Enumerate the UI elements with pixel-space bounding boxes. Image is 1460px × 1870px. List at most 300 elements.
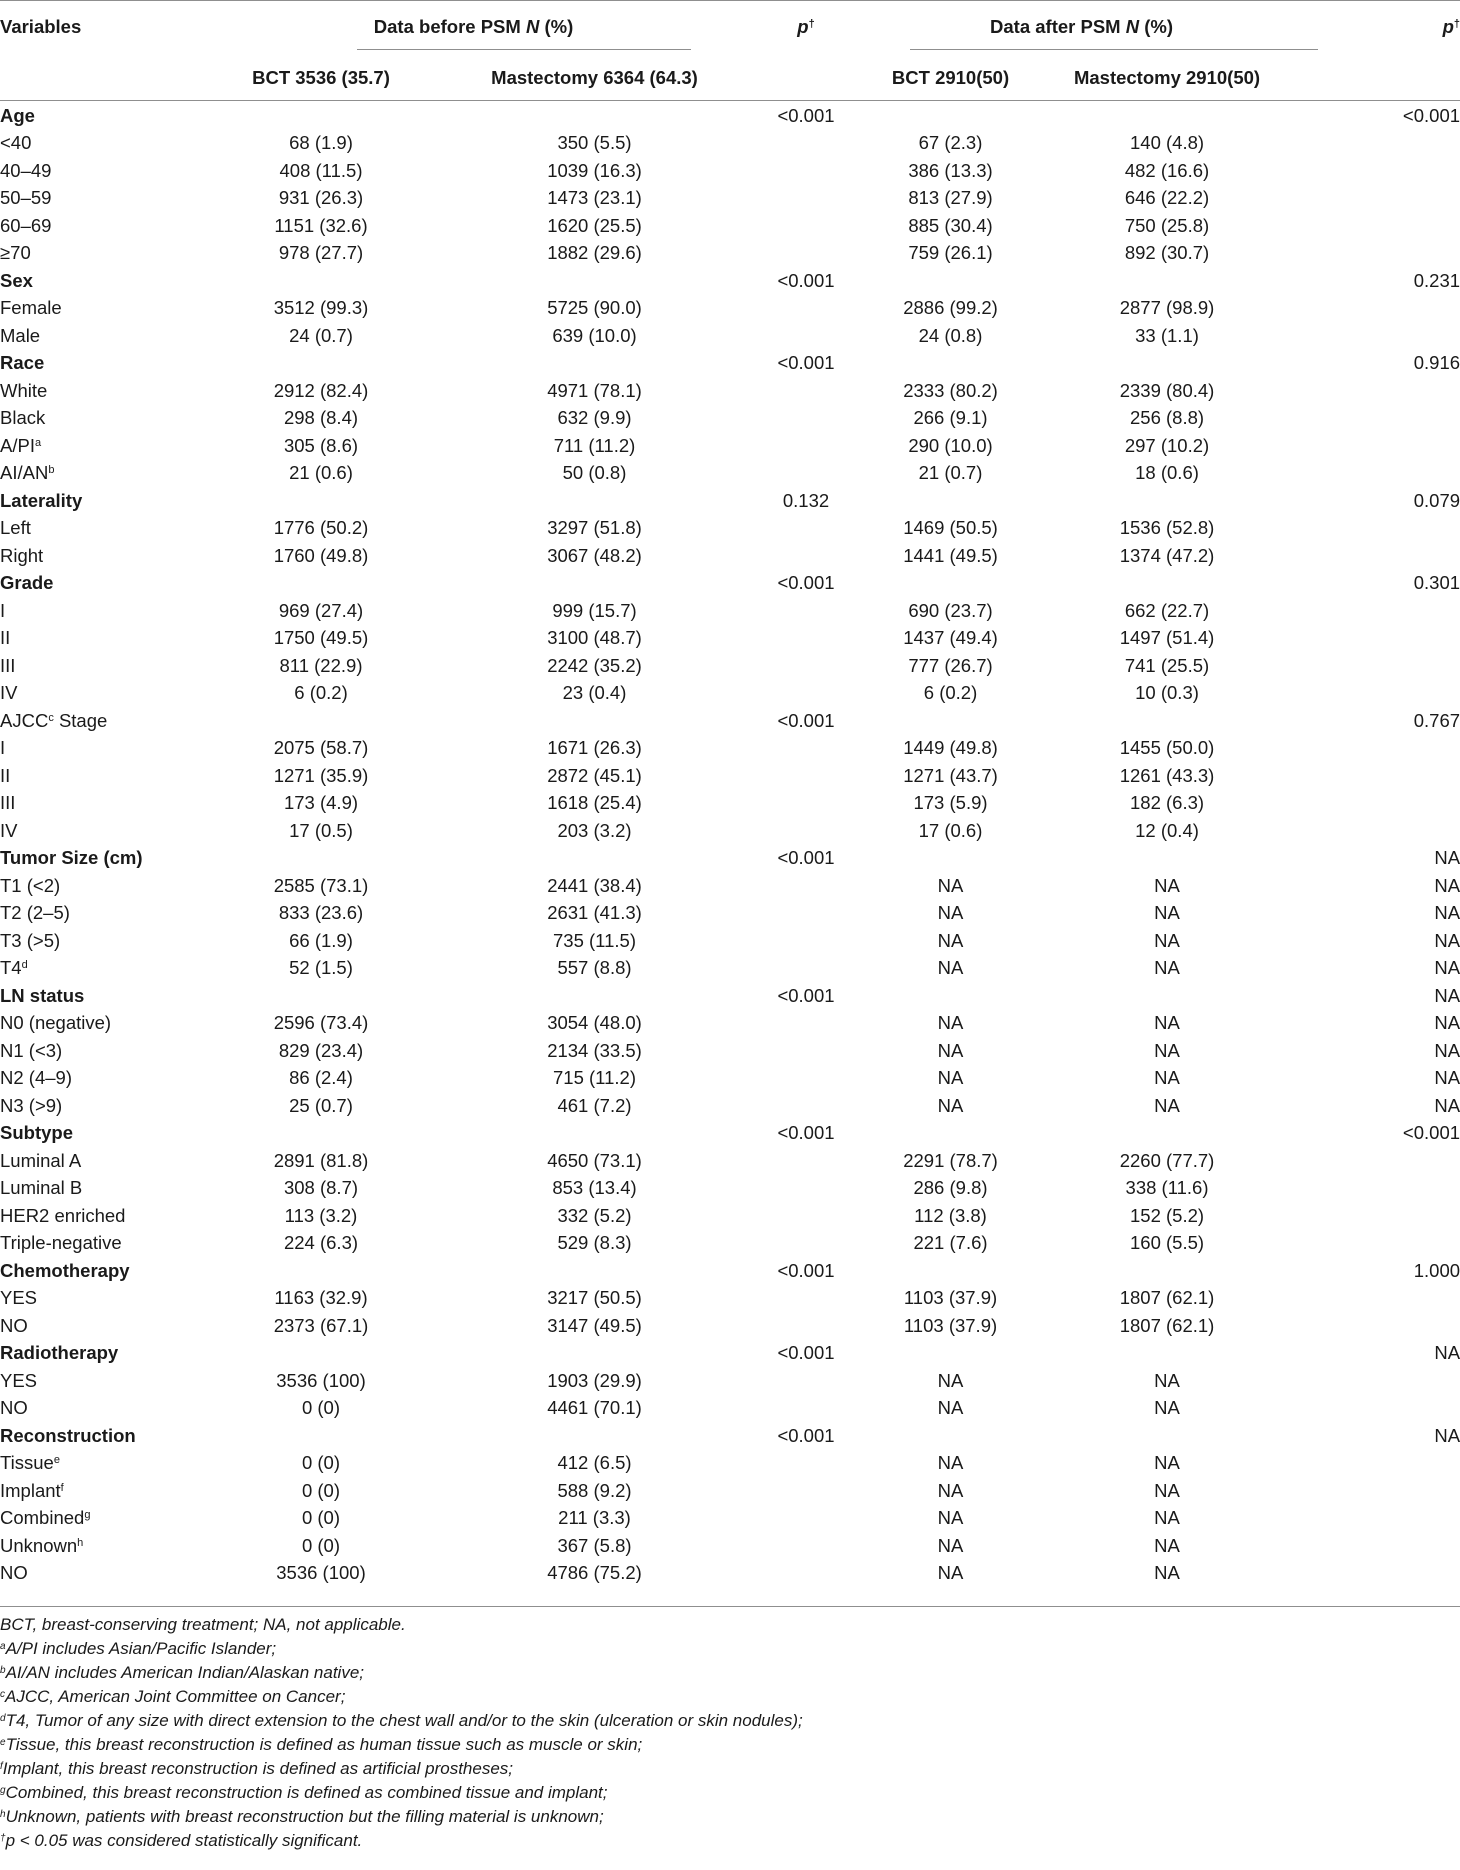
variable-cell (0, 652, 200, 680)
variable-label-suffix: Stage (53, 709, 108, 731)
bct-after-cell (865, 1422, 1036, 1450)
variable-cell (0, 295, 200, 323)
mastectomy-before-cell: 4971 (78.1) (547, 379, 642, 401)
bct-after-cell: 112 (3.8) (914, 1204, 987, 1226)
table-row (0, 982, 1460, 1010)
bct-before-cell: 52 (1.5) (289, 957, 353, 979)
mastectomy-before-cell: 3054 (48.0) (547, 1012, 642, 1034)
table-row (0, 762, 1460, 790)
mastectomy-after-cell (1036, 487, 1298, 515)
footnote-marker: d (21, 959, 28, 972)
bct-before-cell (200, 1120, 442, 1148)
table-row (0, 735, 1460, 763)
mastectomy-before-cell: 715 (11.2) (553, 1067, 636, 1089)
bct-after-cell: 1469 (50.5) (903, 517, 998, 539)
table-row (0, 1477, 1460, 1505)
table-row (0, 900, 1460, 928)
footnote-line (0, 1805, 1460, 1829)
p-after-cell: NA (1434, 1012, 1460, 1034)
p-before-cell (747, 1560, 865, 1588)
variable-label: A/PI (0, 434, 35, 456)
mastectomy-before-cell: 2134 (33.5) (547, 1039, 642, 1061)
mastectomy-after-cell: NA (1154, 874, 1180, 896)
p-before-cell (747, 817, 865, 845)
bct-before-cell: 21 (0.6) (289, 462, 353, 484)
variable-cell (0, 790, 200, 818)
table-row (0, 405, 1460, 433)
table-row (0, 1560, 1460, 1588)
variable-label: Radiotherapy (0, 1342, 119, 1364)
variable-cell (0, 1450, 200, 1478)
variable-cell (0, 240, 200, 268)
bct-before-cell: 113 (3.2) (284, 1204, 358, 1226)
p-after-cell (1298, 322, 1460, 350)
mastectomy-before-cell (442, 1422, 747, 1450)
mastectomy-before-cell (442, 487, 747, 515)
footnote-text: T4, Tumor of any size with direct extension to the chest wall and/or to the skin (ulceration or skin nodules); (5, 1711, 803, 1730)
mastectomy-after-cell: 1536 (52.8) (1119, 517, 1215, 539)
p-before-cell (747, 157, 865, 185)
p-before-cell (747, 405, 865, 433)
bct-after-cell (865, 1340, 1036, 1368)
variable-cell (0, 1505, 200, 1533)
table-row (0, 1312, 1460, 1340)
mastectomy-before-cell (442, 267, 747, 295)
footnote-marker: a (0, 1641, 6, 1652)
mastectomy-before-cell: 1618 (25.4) (547, 792, 642, 814)
p-after-cell (1298, 1175, 1460, 1203)
p-after-cell (1298, 1147, 1460, 1175)
p-after-cell (1298, 1505, 1460, 1533)
bct-after-cell: NA (937, 1397, 964, 1419)
p-before-cell (747, 322, 865, 350)
after-psm-n: N (1125, 16, 1140, 37)
table-row (0, 927, 1460, 955)
footnote-line (0, 1781, 1460, 1805)
mastectomy-after-cell (1036, 707, 1298, 735)
mastectomy-after-cell: NA (1154, 1479, 1180, 1501)
variable-label: Laterality (0, 489, 83, 511)
variable-label: Race (0, 352, 45, 374)
mastectomy-before-cell (442, 1257, 747, 1285)
p-after-cell (1298, 1285, 1460, 1313)
p-after-cell (1298, 542, 1460, 570)
mastectomy-after-cell: 160 (5.5) (1130, 1232, 1205, 1254)
p-after-cell (1298, 1312, 1460, 1340)
p-before-cell: 0.132 (782, 489, 830, 511)
mastectomy-before-cell: 1671 (26.3) (547, 737, 642, 759)
bct-before-cell (200, 845, 442, 873)
before-psm-n: N (525, 16, 540, 37)
p-after-cell (1298, 295, 1460, 323)
bct-before-cell: 1750 (49.5) (273, 627, 369, 649)
p-after-cell (1298, 185, 1460, 213)
bct-after-cell (865, 102, 1036, 130)
footnote-text: Tissue, this breast reconstruction is defined as human tissue such as muscle or skin; (5, 1735, 643, 1754)
mastectomy-after-cell: NA (1154, 1507, 1180, 1529)
variable-label: N2 (4–9) (0, 1067, 72, 1089)
p-before-cell (747, 762, 865, 790)
bct-after-cell: 266 (9.1) (913, 407, 988, 429)
mastectomy-after-cell: 1261 (43.3) (1119, 764, 1215, 786)
p-after-cell: NA (1434, 1342, 1460, 1364)
p-before-cell (747, 1230, 865, 1258)
table-row (0, 1065, 1460, 1093)
variable-label: 60–69 (0, 214, 52, 236)
mastectomy-after-cell: NA (1154, 902, 1180, 924)
p-after-cell (1298, 762, 1460, 790)
bct-before-cell: 931 (26.3) (278, 187, 364, 209)
bct-after-cell: 777 (26.7) (908, 654, 993, 676)
bct-after-cell (865, 267, 1036, 295)
variable-label: Female (0, 297, 62, 319)
mastectomy-after-cell: NA (1154, 1452, 1180, 1474)
table-row (0, 1120, 1460, 1148)
mastectomy-after-cell: NA (1154, 1012, 1180, 1034)
table-body (0, 102, 1460, 1587)
bct-before-cell (200, 1257, 442, 1285)
mastectomy-after-cell: 741 (25.5) (1124, 654, 1210, 676)
variable-cell (0, 267, 200, 295)
variable-label: LN status (0, 984, 85, 1006)
mastectomy-after-cell (1036, 1340, 1298, 1368)
variable-cell (0, 735, 200, 763)
p-before-cell (747, 790, 865, 818)
bct-before-cell: 2596 (73.4) (273, 1012, 369, 1034)
bct-after-cell: NA (937, 1094, 964, 1116)
mastectomy-before-cell: 4461 (70.1) (547, 1397, 642, 1419)
mastectomy-after-cell: 2877 (98.9) (1119, 297, 1215, 319)
variable-cell (0, 680, 200, 708)
mastectomy-before-cell: 3297 (51.8) (547, 517, 642, 539)
mastectomy-before-cell: 1882 (29.6) (547, 242, 642, 264)
footnote-marker: h (77, 1536, 84, 1549)
mastectomy-after-cell: 10 (0.3) (1135, 682, 1199, 704)
bct-after-cell: 1449 (49.8) (903, 737, 998, 759)
bct-before-cell (200, 1422, 442, 1450)
variable-cell (0, 1422, 200, 1450)
bct-before-cell: 978 (27.7) (278, 242, 364, 264)
variable-label: Luminal B (0, 1177, 83, 1199)
p-before-header (747, 0, 865, 54)
footnote-line (0, 1637, 1460, 1661)
mastectomy-after-cell: NA (1154, 1067, 1180, 1089)
bct-after-cell: NA (937, 1479, 964, 1501)
mastectomy-before-cell: 529 (8.3) (557, 1232, 632, 1254)
mastectomy-after-cell: 12 (0.4) (1135, 819, 1199, 841)
mastectomy-before-cell: 461 (7.2) (557, 1094, 632, 1116)
mastectomy-before-cell: 23 (0.4) (562, 682, 627, 704)
variable-label: NO (0, 1314, 28, 1336)
mastectomy-before-cell (442, 1340, 747, 1368)
bct-before-cell (200, 982, 442, 1010)
mastectomy-after-cell (1036, 570, 1298, 598)
bct-before-cell: 17 (0.5) (289, 819, 353, 841)
variable-label: Black (0, 407, 46, 429)
variable-cell (0, 1532, 200, 1560)
footnote-marker: h (0, 1809, 6, 1820)
empty-header-cell (1298, 54, 1460, 102)
p-after-cell: NA (1434, 847, 1460, 869)
mastectomy-after-cell: 152 (5.2) (1130, 1204, 1205, 1226)
bct-before-cell: 0 (0) (301, 1479, 341, 1501)
bct-after-cell: 885 (30.4) (908, 214, 993, 236)
mastectomy-after-cell: NA (1154, 929, 1180, 951)
variable-label: 50–59 (0, 187, 52, 209)
variable-label: III (0, 654, 16, 676)
bct-before-cell: 24 (0.7) (289, 324, 353, 346)
p-after-cell (1298, 515, 1460, 543)
bct-before-cell: 1163 (32.9) (274, 1287, 368, 1309)
p-after-cell (1298, 405, 1460, 433)
bct-before-cell: 173 (4.9) (283, 792, 359, 814)
mastectomy-after-cell (1036, 982, 1298, 1010)
mastectomy-after-cell: 646 (22.2) (1124, 187, 1210, 209)
variable-cell (0, 762, 200, 790)
p-before-cell (747, 1285, 865, 1313)
dagger-mark: † (808, 18, 815, 30)
variable-cell (0, 927, 200, 955)
bct-after-cell: NA (937, 1562, 964, 1584)
footnote-marker: e (0, 1737, 6, 1748)
mastectomy-before-cell: 50 (0.8) (562, 462, 627, 484)
variable-label: NO (0, 1562, 28, 1584)
p-after-cell (1298, 1450, 1460, 1478)
p-after-cell: 0.301 (1413, 572, 1460, 594)
p-before-cell (747, 900, 865, 928)
table-row (0, 1230, 1460, 1258)
bct-before-cell: 1271 (35.9) (273, 764, 369, 786)
p-after-cell: 0.767 (1413, 709, 1460, 731)
bct-before-cell: 2075 (58.7) (273, 737, 369, 759)
variable-cell (0, 542, 200, 570)
table-row (0, 1092, 1460, 1120)
variable-cell (0, 1010, 200, 1038)
mastectomy-after-cell: 2339 (80.4) (1119, 379, 1215, 401)
variable-cell (0, 185, 200, 213)
variable-label: 40–49 (0, 159, 52, 181)
table-row (0, 817, 1460, 845)
table-row (0, 955, 1460, 983)
bct-after-cell (865, 845, 1036, 873)
p-before-cell (747, 1092, 865, 1120)
table-row (0, 570, 1460, 598)
mastectomy-before-cell: 639 (10.0) (552, 324, 637, 346)
mastectomy-after-cell (1036, 350, 1298, 378)
bct-after-cell: 1271 (43.7) (903, 764, 998, 786)
variable-cell (0, 1340, 200, 1368)
variable-label: Age (0, 104, 35, 126)
mastectomy-before-cell: 3100 (48.7) (547, 627, 642, 649)
p-symbol: p (1442, 16, 1454, 37)
p-before-cell (747, 1312, 865, 1340)
p-before-cell (747, 735, 865, 763)
dagger-mark: † (1453, 18, 1460, 30)
table-row (0, 625, 1460, 653)
mastectomy-before-header: Mastectomy 6364 (64.3) (491, 67, 698, 88)
bct-before-cell (200, 707, 442, 735)
variable-label: N0 (negative) (0, 1012, 112, 1034)
footnote-text: BCT, breast-conserving treatment; NA, not applicable. (0, 1615, 406, 1634)
p-before-cell: <0.001 (777, 1259, 835, 1281)
table-row (0, 1175, 1460, 1203)
p-after-cell (1298, 212, 1460, 240)
p-before-cell (747, 1010, 865, 1038)
p-before-cell (747, 927, 865, 955)
mastectomy-after-cell: 662 (22.7) (1124, 599, 1210, 621)
mastectomy-before-cell: 2872 (45.1) (547, 764, 642, 786)
mastectomy-before-cell: 4650 (73.1) (547, 1149, 642, 1171)
variables-header: Variables (0, 16, 82, 37)
variable-cell (0, 900, 200, 928)
bct-after-cell (865, 707, 1036, 735)
p-before-cell (747, 1477, 865, 1505)
footnote-text: AI/AN includes American Indian/Alaskan native; (5, 1663, 365, 1682)
bct-after-cell: NA (937, 874, 964, 896)
mastectomy-after-cell: NA (1154, 1562, 1180, 1584)
bct-before-cell: 6 (0.2) (294, 682, 348, 704)
mastectomy-before-cell: 4786 (75.2) (547, 1562, 642, 1584)
before-psm-pct: (%) (544, 16, 574, 37)
p-after-cell: NA (1434, 874, 1460, 896)
bct-after-cell (865, 350, 1036, 378)
p-symbol: p (797, 16, 809, 37)
bct-after-cell: NA (937, 957, 964, 979)
p-before-cell (747, 1037, 865, 1065)
p-after-cell (1298, 735, 1460, 763)
bct-before-cell: 408 (11.5) (279, 159, 363, 181)
table-row (0, 1532, 1460, 1560)
variable-cell (0, 1175, 200, 1203)
bct-before-cell: 86 (2.4) (289, 1067, 353, 1089)
bct-after-cell: 24 (0.8) (918, 324, 983, 346)
p-before-cell: <0.001 (777, 352, 835, 374)
footnote-text: Implant, this breast reconstruction is defined as artificial prostheses; (2, 1759, 514, 1778)
p-before-cell (747, 1367, 865, 1395)
p-before-cell: <0.001 (777, 572, 835, 594)
variable-cell (0, 597, 200, 625)
variable-label: T1 (<2) (0, 874, 61, 896)
p-after-cell: 1.000 (1413, 1259, 1460, 1281)
p-after-cell: NA (1434, 1039, 1460, 1061)
footnote-marker: c (48, 711, 54, 724)
variable-cell (0, 982, 200, 1010)
p-after-cell (1298, 1367, 1460, 1395)
mastectomy-before-cell: 5725 (90.0) (547, 297, 642, 319)
variable-cell (0, 955, 200, 983)
bct-after-cell: 759 (26.1) (908, 242, 993, 264)
variable-cell (0, 102, 200, 130)
bct-after-cell: 1441 (49.5) (903, 544, 998, 566)
bct-before-cell: 305 (8.6) (283, 434, 359, 456)
bct-before-cell: 224 (6.3) (283, 1232, 359, 1254)
table-row (0, 487, 1460, 515)
bct-before-cell (200, 350, 442, 378)
mastectomy-before-cell: 367 (5.8) (557, 1534, 632, 1556)
p-after-cell (1298, 377, 1460, 405)
mastectomy-before-cell: 853 (13.4) (552, 1177, 637, 1199)
table-row (0, 515, 1460, 543)
mastectomy-after-cell: 182 (6.3) (1130, 792, 1205, 814)
table-row (0, 102, 1460, 130)
table-row (0, 790, 1460, 818)
mastectomy-before-cell (442, 102, 747, 130)
variable-cell (0, 515, 200, 543)
bct-before-cell: 811 (22.9) (279, 654, 363, 676)
p-before-cell (747, 212, 865, 240)
table-row (0, 652, 1460, 680)
variable-cell (0, 487, 200, 515)
table-bottom-rule (0, 1606, 1460, 1607)
footnote-marker: f (0, 1761, 3, 1772)
p-before-cell: <0.001 (777, 709, 835, 731)
p-before-cell (747, 185, 865, 213)
footnote-marker: g (0, 1785, 6, 1796)
p-after-cell (1298, 817, 1460, 845)
p-before-cell (747, 872, 865, 900)
mastectomy-after-cell: 482 (16.6) (1124, 159, 1210, 181)
bct-before-cell: 969 (27.4) (278, 599, 364, 621)
variable-cell (0, 432, 200, 460)
p-before-cell (747, 597, 865, 625)
p-after-header (1298, 0, 1460, 54)
variable-label: I (0, 599, 6, 621)
mastectomy-after-cell: 140 (4.8) (1130, 132, 1205, 154)
variable-cell (0, 130, 200, 158)
variable-cell (0, 1120, 200, 1148)
p-before-cell (747, 542, 865, 570)
p-after-cell: NA (1434, 902, 1460, 924)
mastectomy-before-cell: 632 (9.9) (557, 407, 632, 429)
p-before-cell (747, 130, 865, 158)
bct-after-cell: 6 (0.2) (923, 682, 978, 704)
variable-cell (0, 460, 200, 488)
variable-label: Grade (0, 572, 54, 594)
bct-before-cell: 0 (0) (301, 1534, 341, 1556)
empty-header-cell (0, 54, 200, 102)
table-row (0, 1147, 1460, 1175)
mastectomy-before-cell: 3067 (48.2) (547, 544, 642, 566)
mastectomy-after-cell: NA (1154, 1039, 1180, 1061)
variable-label: Implant (0, 1479, 61, 1501)
table-row (0, 460, 1460, 488)
variable-cell (0, 1202, 200, 1230)
variable-cell (0, 817, 200, 845)
p-before-cell (747, 1065, 865, 1093)
mastectomy-after-header: Mastectomy 2910(50) (1073, 67, 1261, 88)
variable-cell (0, 1147, 200, 1175)
mastectomy-before-cell: 711 (11.2) (553, 434, 636, 456)
variable-label: III (0, 792, 16, 814)
mastectomy-after-cell: NA (1154, 1397, 1180, 1419)
footnote-text: A/PI includes Asian/Pacific Islander; (5, 1639, 277, 1658)
table-row (0, 157, 1460, 185)
variable-cell (0, 405, 200, 433)
p-before-cell (747, 1505, 865, 1533)
variable-cell (0, 1230, 200, 1258)
p-before-cell (747, 377, 865, 405)
bct-before-cell (200, 102, 442, 130)
mastectomy-before-cell: 588 (9.2) (557, 1479, 632, 1501)
variable-cell (0, 1092, 200, 1120)
table-row (0, 130, 1460, 158)
p-after-cell (1298, 625, 1460, 653)
p-after-cell: NA (1434, 984, 1460, 1006)
footnote-marker: † (0, 1833, 6, 1844)
table-row (0, 597, 1460, 625)
table-row (0, 322, 1460, 350)
bct-after-cell: 1437 (49.4) (903, 627, 998, 649)
